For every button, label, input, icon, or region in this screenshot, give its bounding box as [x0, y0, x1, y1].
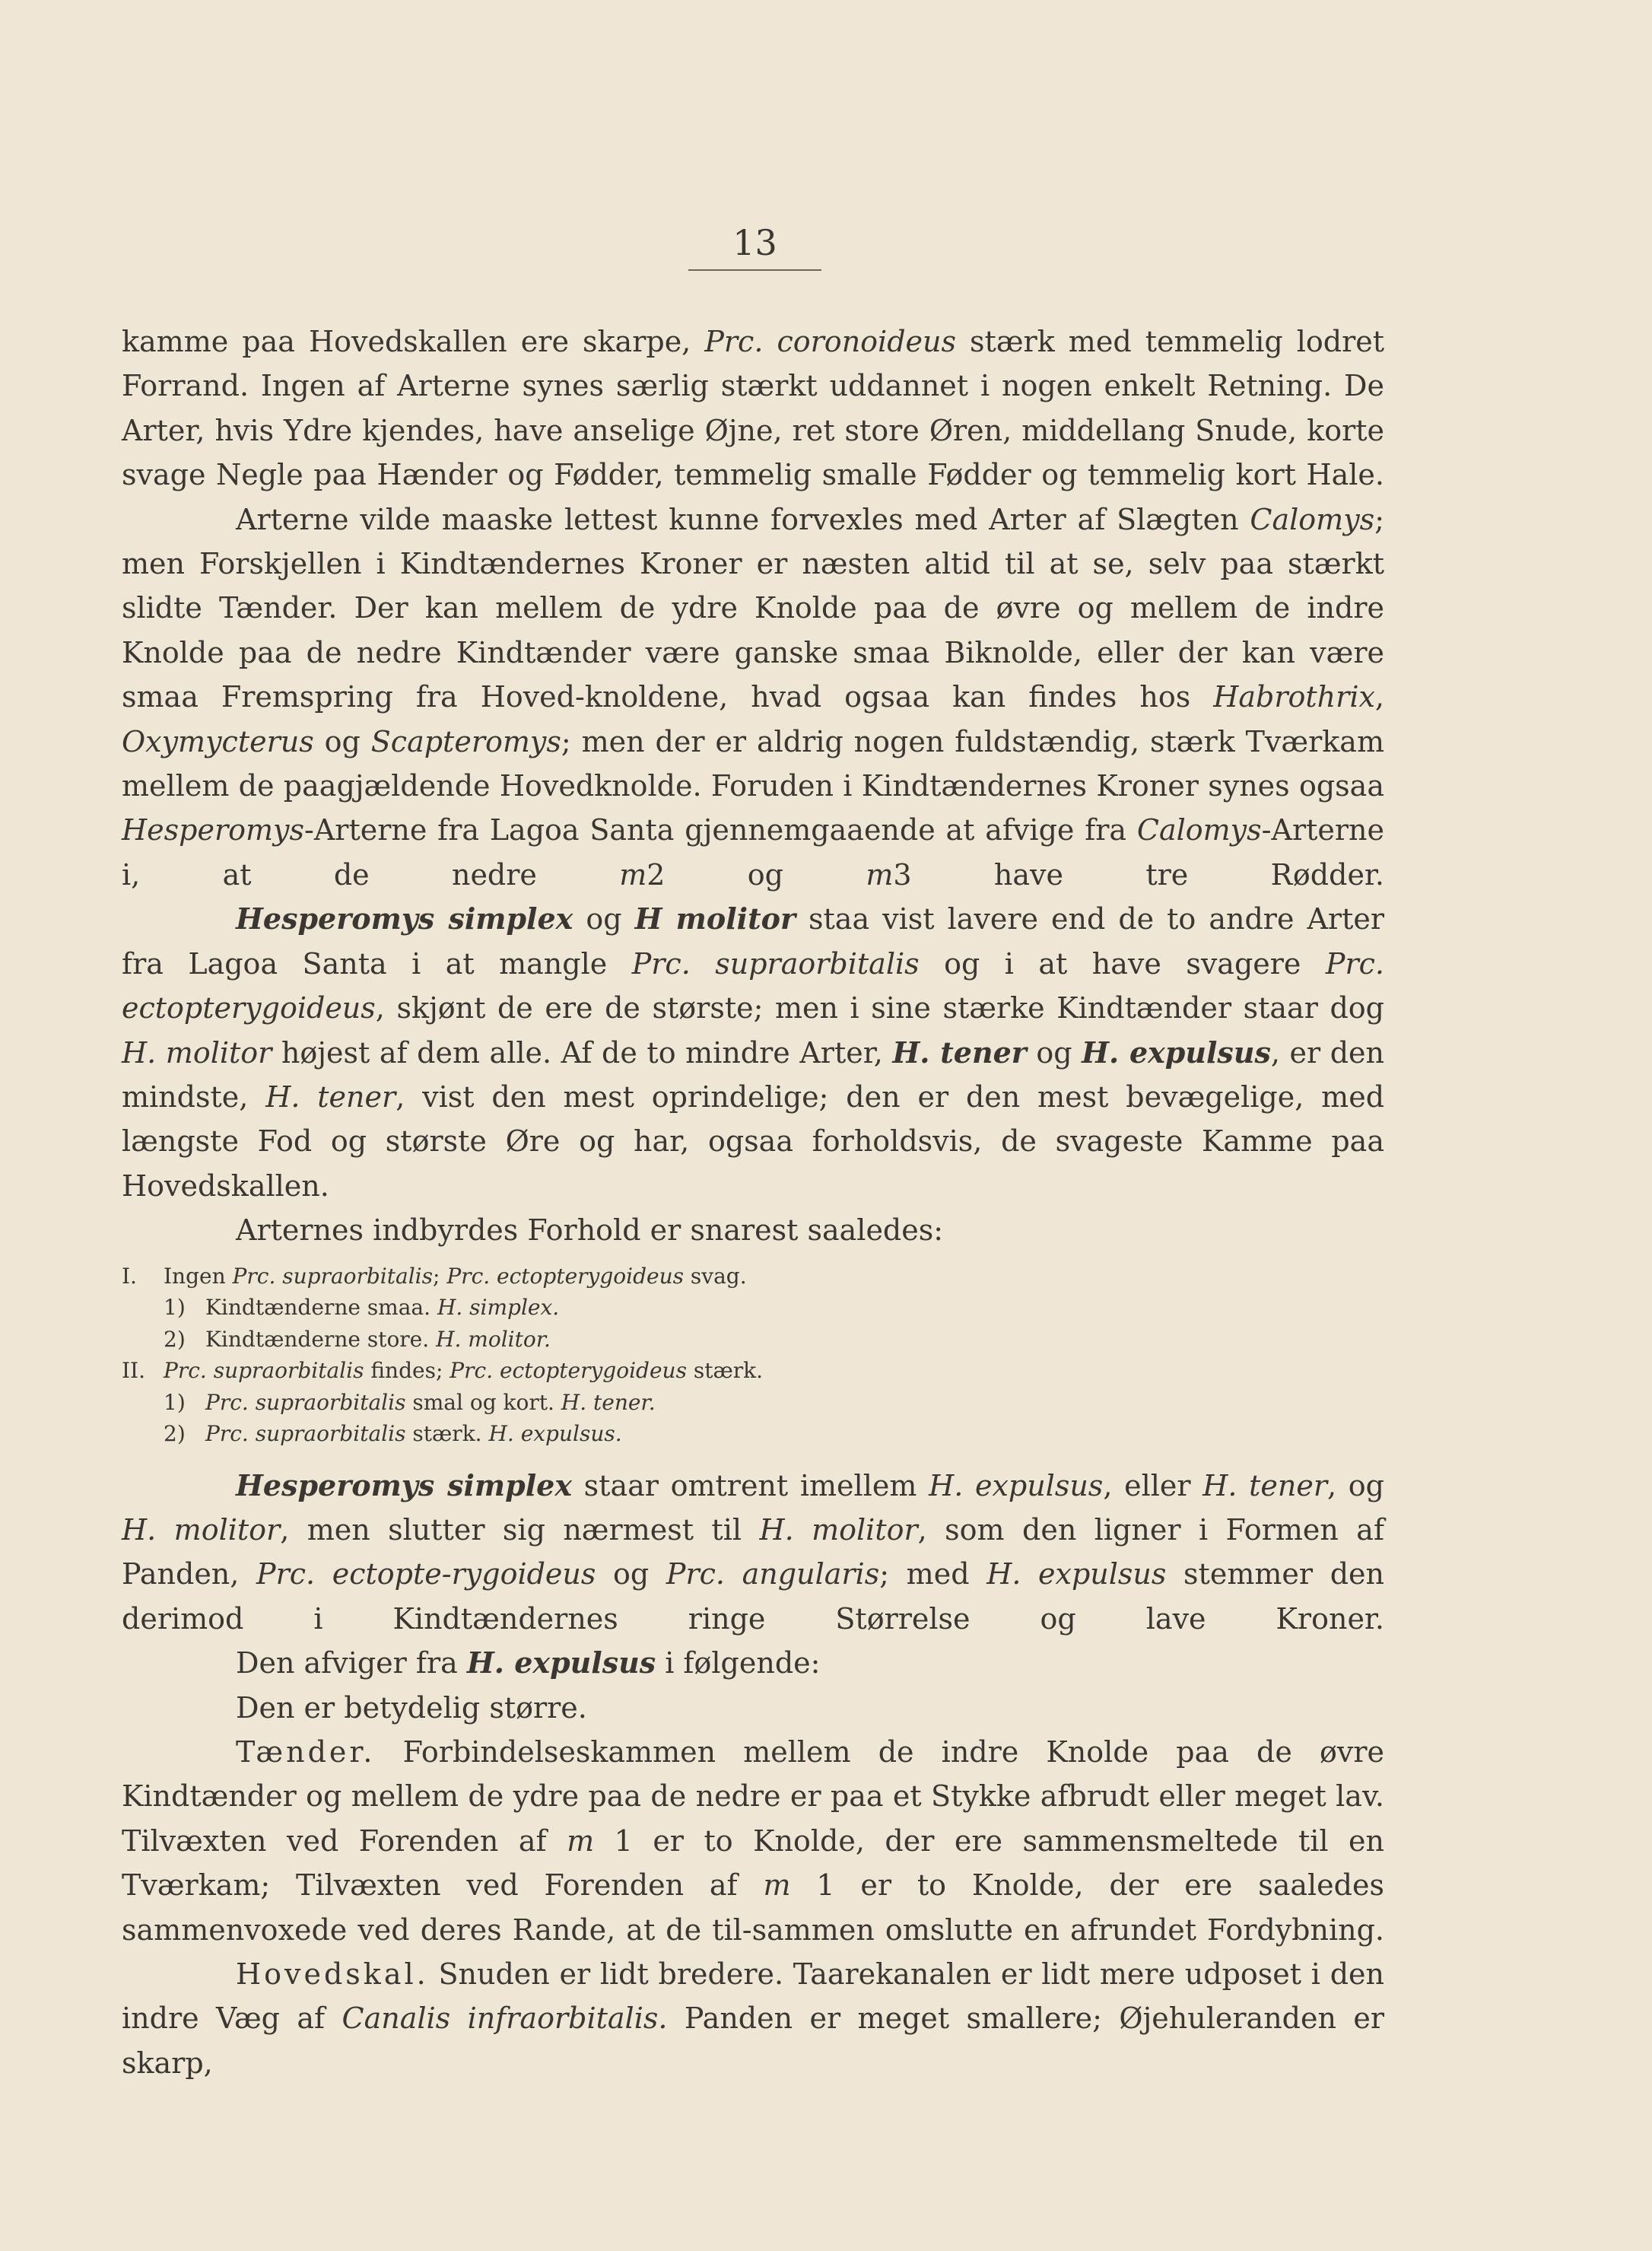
species-key-list [122, 1261, 1384, 1450]
paragraph: Arternes indbyrdes Forhold er snarest saaledes: [236, 1213, 944, 1248]
paragraph: Tænder. Forbindelseskammen mellem de indre Knolde paa de øvre Kindtænder og mellem de ydre paa de nedre er paa et Stykke afbrudt eller meget lav. Tilvæxten ved Forenden af m 1 er to Knolde, der ere sammensmeltede til en Tværkam; Tilvæxten ved Forenden af m 1 er to Knolde, der ere saaledes sammenvoxede ved deres Rande, at de til-sammen omslutte en afrundet Fordybning. [122, 1734, 1384, 1947]
paragraph: Arterne vilde maaske lettest kunne forvexles med Arter af Slægten Calomys; men Forskjellen i Kindtændernes Kroner er næsten altid til at se, selv paa stærkt slidte Tænder. Der kan mellem de ydre Knolde paa de øvre og mellem de indre Knolde paa de nedre Kindtænder være ganske smaa Biknolde, eller der kan være smaa Fremspring fra Hoved-knoldene, hvad ogsaa kan findes hos Habrothrix, Oxymycterus og Scapteromys; men der er aldrig nogen fuldstændig, stærk Tværkam mellem de paagjældende Hovedknolde. Foruden i Kindtændernes Kroner synes ogsaa Hesperomys-Arterne fra Lagoa Santa gjennemgaaende at afvige fra Calomys-Arterne i, at de nedre m2 og m3 have tre Rødder. [122, 502, 1384, 892]
list-item: I. Ingen Prc. supraorbitalis; Prc. ectopterygoideus svag. [122, 1263, 747, 1289]
list-item: 2) Prc. supraorbitalis stærk. H. expulsus. [164, 1421, 622, 1447]
paragraph: Hesperomys simplex og H molitor staa vist lavere end de to andre Arter fra Lagoa Santa i at mangle Prc. supraorbitalis og i at have svagere Prc. ectopterygoideus, skjønt de ere de største; men i sine stærke Kindtænder staar dog H. molitor højest af dem alle. Af de to mindre Arter, H. tener og H. expulsus, er den mindste, H. tener, vist den mest oprindelige; den er den mest bevægelige, med længste Fod og største Øre og har, ogsaa forholdsvis, de svageste Kamme paa Hovedskallen. [122, 901, 1385, 1203]
paragraph: Den afviger fra H. expulsus i følgende: [236, 1645, 821, 1680]
page-number: 13 [732, 222, 777, 263]
list-item: 1) Prc. supraorbitalis smal og kort. H. tener. [164, 1389, 656, 1415]
list-item: 1) Kindtænderne smaa. H. simplex. [164, 1295, 560, 1321]
paragraph: Hesperomys simplex staar omtrent imellem H. expulsus, eller H. tener, og H. molitor, men slutter sig nærmest til H. molitor, som den ligner i Formen af Panden, Prc. ectopte-rygoideus og Prc. angularis; med H. expulsus stemmer den derimod i Kindtændernes ringe Størrelse og lave Kroner. [122, 1467, 1385, 1636]
paragraph: Den er betydelig større. [236, 1690, 587, 1725]
body-text [122, 320, 1384, 2085]
list-item: 2) Kindtænderne store. H. molitor. [164, 1326, 551, 1352]
list-item: II. Prc. supraorbitalis findes; Prc. ectopterygoideus stærk. [122, 1358, 764, 1384]
paragraph: Hovedskal. Snuden er lidt bredere. Taarekanalen er lidt mere udposet i den indre Væg af Canalis infraorbitalis. Panden er meget smallere; Øjehuleranden er skarp, [122, 1957, 1385, 2080]
paragraph: kamme paa Hovedskallen ere skarpe, Prc. coronoideus stærk med temmelig lodret Forrand. Ingen af Arterne synes særlig stærkt uddannet i nogen enkelt Retning. De Arter, hvis Ydre kjendes, have anselige Øjne, ret store Øren, middellang Snude, korte svage Negle paa Hænder og Fødder, temmelig smalle Fødder og temmelig kort Hale. [122, 325, 1384, 492]
page-number-rule [688, 269, 821, 271]
